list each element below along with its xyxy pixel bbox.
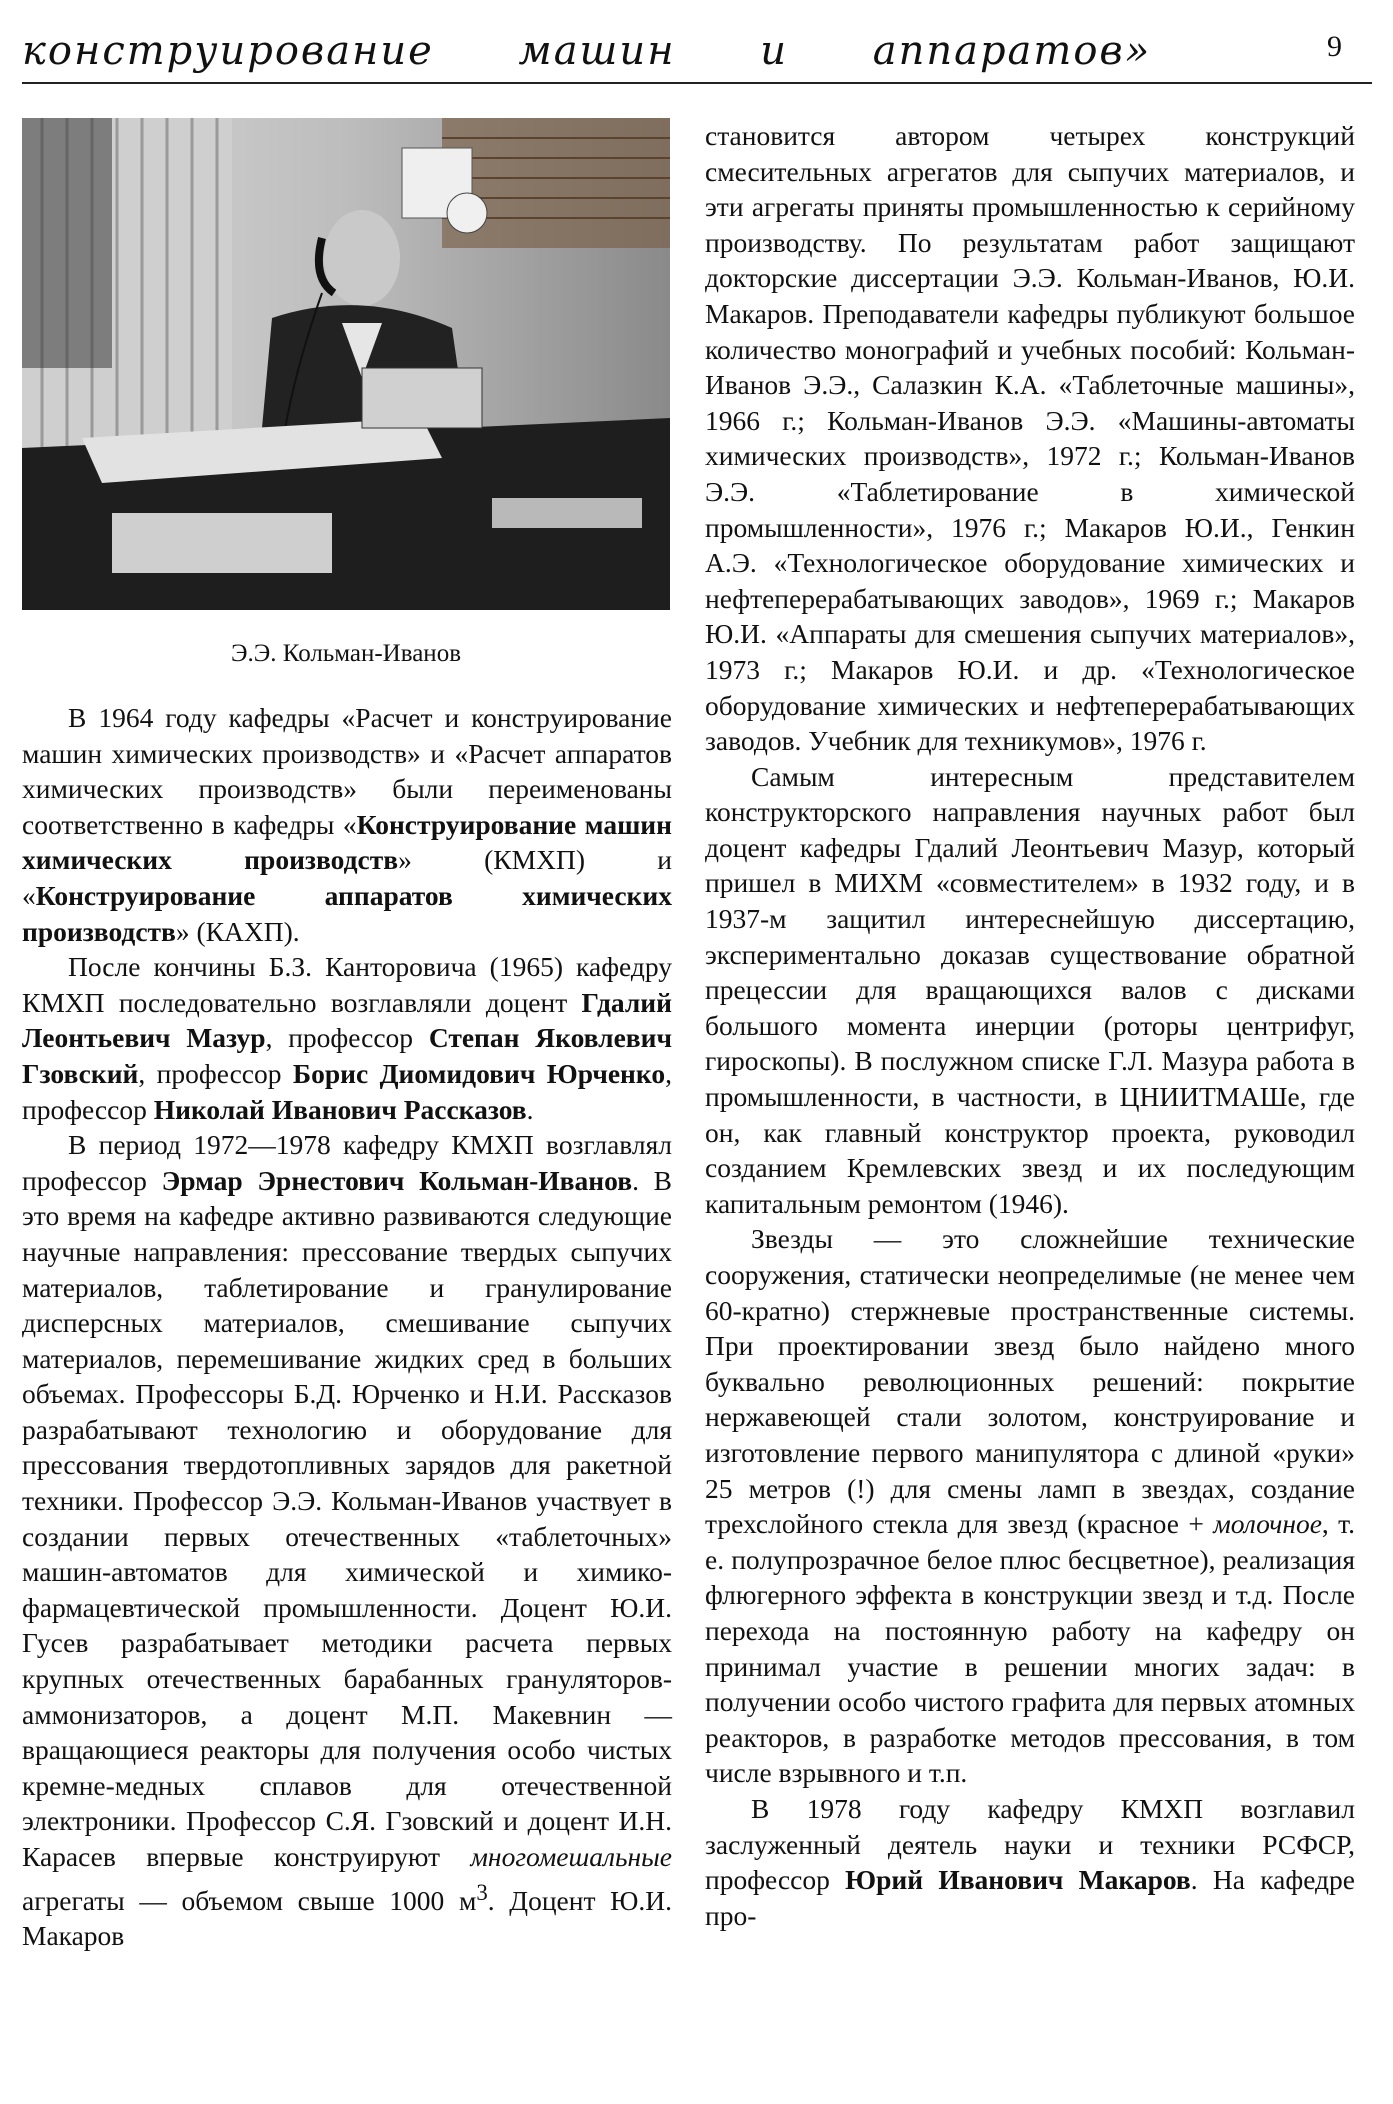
paragraph-continuation: становится автором четырех конструкций смесительных агрегатов для сыпучих материалов, и эти агрегаты приняты промышленностью к серийному производству. По результатам работ защищают докторские диссертации Э.Э. Кольман-Иванов, Ю.И. Макаров. Преподаватели кафедры публикуют большое количество монографий и учебных пособий: Кольман-Иванов Э.Э., Салазкин К.А. «Таблеточные машины», 1966 г.; Кольман-Иванов Э.Э. «Машины-автоматы химических производств», 1972 г.; Кольман-Иванов Э.Э. «Таблетирование в химической промышленности», 1976 г.; Макаров Ю.И., Генкин А.Э. «Технологическое оборудование химических и нефтеперерабатывающих заводов», 1969 г.; Макаров Ю.И. «Аппараты для смешения сыпучих материалов», 1973 г.; Макаров Ю.И. и др. «Технологическое оборудование химических и нефтеперерабатывающих заводов. Учебник для техникумов», 1976 г. <box>705 120 1355 757</box>
paragraph-1972-1978: В период 1972—1978 кафедру КМХП возглавлял профессор Эрмар Эрнестович Кольман-Иванов. В это время на кафедре активно развиваются следующие научные направления: прессование твердых сыпучих материалов, таблетирование и гранулирование дисперсных материалов, смешивание сыпучих материалов, перемешивание жидких сред в больших объемах. Профессоры Б.Д. Юрченко и Н.И. Рассказов разрабатывают технологию и оборудование для прессования твердотопливных зарядов для ракетной техники. Профессор Э.Э. Кольман-Иванов участвует в создании первых отечественных «таблеточных» машин-автоматов для химической и химико-фармацевтической промышленности. Доцент Ю.И. Гусев разрабатывает методики расчета первых крупных отечественных барабанных грануляторов-аммонизаторов, а доцент М.П. Макевнин — вращающиеся реакторы для получения особо чистых кремне-медных сплавов для отечественной электроники. Профессор С.Я. Гзовский и доцент И.Н. Карасев впервые конструируют многомешальные агрегаты — объемом свыше 1000 $м^3$. Доцент Ю.И. Макаров <box>22 1129 672 1952</box>
page-number: 9 <box>1327 30 1342 63</box>
paragraph-heads-after-1965: После кончины Б.З. Канторовича (1965) кафедру КМХП последовательно возглавляли доцент Гдалий Леонтьевич Мазур, профессор Степан Яковлевич Гзовский, профессор Борис Диомидович Юрченко, профессор Николай Иванович Рассказов. <box>22 951 672 1125</box>
paragraph-stars: Звезды — это сложнейшие технические сооружения, статически неопределимые (не менее чем 60-кратно) стержневые пространственные системы. При проектировании звезд было найдено много буквально революционных решений: покрытие нержавеющей стали золотом, конструирование и изготовление первого манипулятора с длиной «руки» 25 метров (!) для смены ламп в звездах, создание трехслойного стекла для звезд (красное + молочное, т. е. полупрозрачное белое плюс бесцветное), реализация флюгерного эффекта в конструкции звезд и т.д. После перехода на постоянную работу на кафедру он принимал участие в решении многих задач: в получении особо чистого графита для первых атомных реакторов, в разработке методов прессования, в том числе взрывного и т.п. <box>705 1223 1355 1789</box>
paragraph-1964: В 1964 году кафедры «Расчет и конструирование машин химических производств» и «Расчет аппаратов химических производств» были переименованы соответственно в кафедры «Конструирование машин химических производств» (КМХП) и «Конструирование аппаратов химических производств» (КАХП). <box>22 702 673 947</box>
left-column <box>22 700 672 1954</box>
paragraph-mazur: Самым интересным представителем конструкторского направления научных работ был доцент кафедры Гдалий Леонтьевич Мазур, который пришел в МИХМ «совместителем» в 1932 году, и в 1937-м защитил интереснейшую диссертацию, экспериментально доказав существование обратной прецессии для вращающихся валов с дисками большого момента инерции (роторы центрифуг, гироскопы). В послужном списке Г.Л. Мазура работа в промышленности, в частности, в ЦНИИТМАШе, где он, как главный конструктор проекта, руководил созданием Кремлевских звезд и их последующим капитальным ремонтом (1946). <box>705 760 1355 1219</box>
running-title: конструирование машин и аппаратов» <box>22 28 1152 74</box>
right-column <box>705 118 1355 1933</box>
portrait-photo <box>22 118 670 610</box>
page-header <box>22 20 1372 84</box>
photo-caption: Э.Э. Кольман-Иванов <box>231 640 461 667</box>
paragraph-1978: В 1978 году кафедру КМХП возглавил заслуженный деятель науки и техники РСФСР, профессор Юрий Иванович Макаров. На кафедре про- <box>705 1792 1355 1931</box>
office-photo-illustration <box>22 118 670 610</box>
